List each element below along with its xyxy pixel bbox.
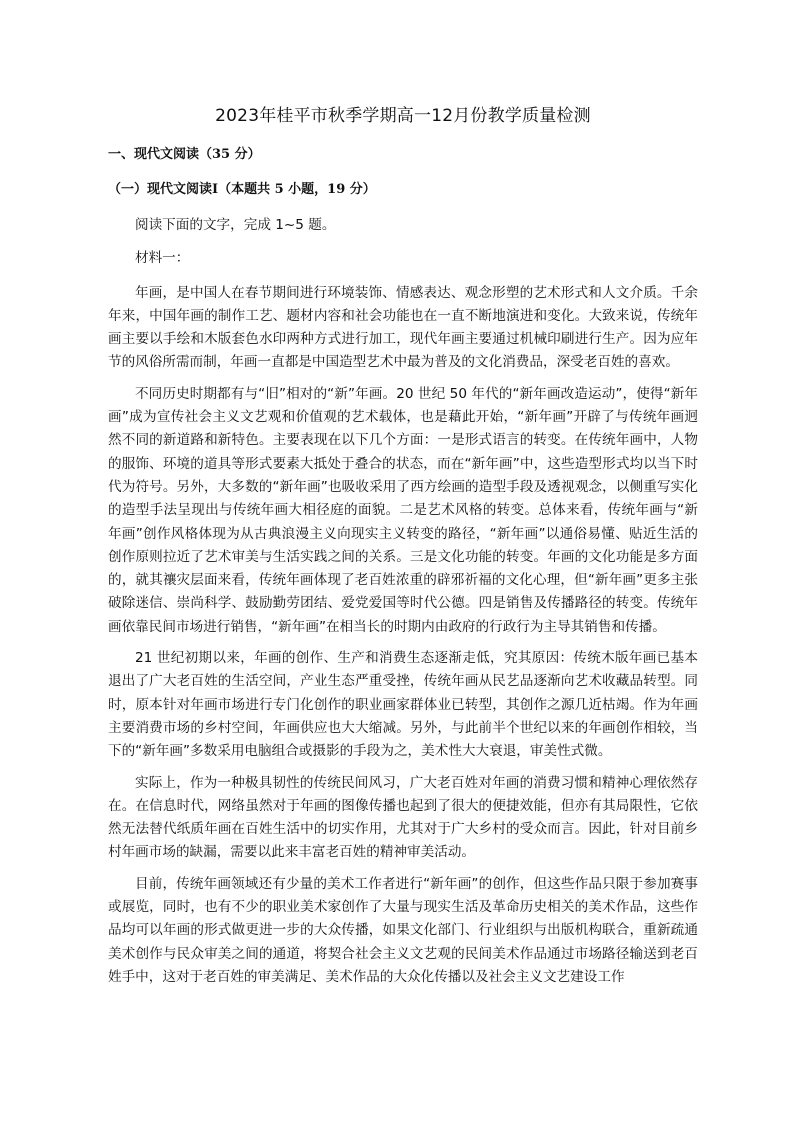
body-paragraph: 不同历史时期都有与“旧”相对的“新”年画。20 世纪 50 年代的“新年画改造运动”，使得“新年画”成为宣传社会主义文艺观和价值观的艺术载体，也是藉此开始，“新年画”开辟了与传统年画迥然不同的新道路和新特色。主要表现在以下几个方面：一是形式语言的转变。在传统年画中，人物的服饰、环境的道具等形式要素大抵处于叠合的状态，而在“新年画”中，这些造型形式均以当下时代为符号。另外，大多数的“新年画”也吸收采用了西方绘画的造型手段及透视观念，以侧重写实化的造型手法呈现出与传统年画大相径庭的面貌。二是艺术风格的转变。总体来看，传统年画与“新年画”创作风格体现为从古典浪漫主义向现实主义转变的路径，“新年画”以通俗易懂、贴近生活的创作原则拉近了艺术审美与生活实践之间的关系。三是文化功能的转变。年画的文化功能是多方面的，就其禳灾层面来看，传统年画体现了老百姓浓重的辟邪祈福的文化心理，但“新年画”更多主张破除迷信、崇尚科学、鼓励勤劳团结、爱党爱国等时代公德。四是销售及传播路径的转变。传统年画依靠民间市场进行销售，“新年画”在相当长的时期内由政府的行政行为主导其销售和传播。 bbox=[108, 385, 698, 635]
document-page bbox=[108, 100, 698, 989]
body-paragraph: 目前，传统年画领域还有少量的美术工作者进行“新年画”的创作，但这些作品只限于参加赛事或展览，同时，也有不少的职业美术家创作了大量与现实生活及革命历史相关的美术作品，这些作品均可以年画的形式做更进一步的大众传播，如果文化部门、行业组织与出版机构联合，重新疏通美术创作与民众审美之间的通道，将契合社会主义文艺观的民间美术作品通过市场路径输送到老百姓手中，这对于老百姓的审美满足、美术作品的大众化传播以及社会主义文艺建设工作 bbox=[108, 875, 698, 985]
section-heading: 一、现代文阅读（35 分） bbox=[108, 147, 261, 162]
body-paragraph: 年画，是中国人在春节期间进行环境装饰、情感表达、观念形塑的艺术形式和人文介质。千余年来，中国年画的制作工艺、题材内容和社会功能也在一直不断地演进和变化。大致来说，传统年画主要以手绘和木版套色水印两种方式进行加工，现代年画主要通过机械印刷进行生产。因为应年节的风俗所需而制，年画一直都是中国造型艺术中最为普及的文化消费品，深受老百姓的喜欢。 bbox=[108, 284, 698, 371]
body-paragraph: 21 世纪初期以来，年画的创作、生产和消费生态逐渐走低，究其原因：传统木版年画已基本退出了广大老百姓的生活空间，产业生态严重受挫，传统年画从民艺品逐渐向艺术收藏品转型。同时，原本针对年画市场进行专门化创作的职业画家群体业已转型，其创作之源几近枯竭。作为年画主要消费市场的乡村空间，年画供应也大大缩减。另外，与此前半个世纪以来的年画创作相较，当下的“新年画”多数采用电脑组合或摄影的手段为之，美术性大大衰退，审美性式微。 bbox=[108, 650, 698, 760]
body-paragraph: 实际上，作为一种极具韧性的传统民间风习，广大老百姓对年画的消费习惯和精神心理依然存在。在信息时代，网络虽然对于年画的图像传播也起到了很大的便捷效能，但亦有其局限性，它依然无法替代纸质年画在百姓生活中的切实作用，尤其对于广大乡村的受众而言。因此，针对目前乡村年画市场的缺漏，需要以此来丰富老百姓的精神审美活动。 bbox=[108, 774, 698, 861]
document-title: 2023年桂平市秋季学期高一12月份教学质量检测 bbox=[215, 106, 591, 126]
reading-instruction: 阅读下面的文字，完成 1~5 题。 bbox=[135, 217, 336, 233]
subsection-heading: （一）现代文阅读Ⅰ（本题共 5 小题，19 分） bbox=[108, 182, 376, 197]
material-label: 材料一： bbox=[135, 250, 190, 267]
